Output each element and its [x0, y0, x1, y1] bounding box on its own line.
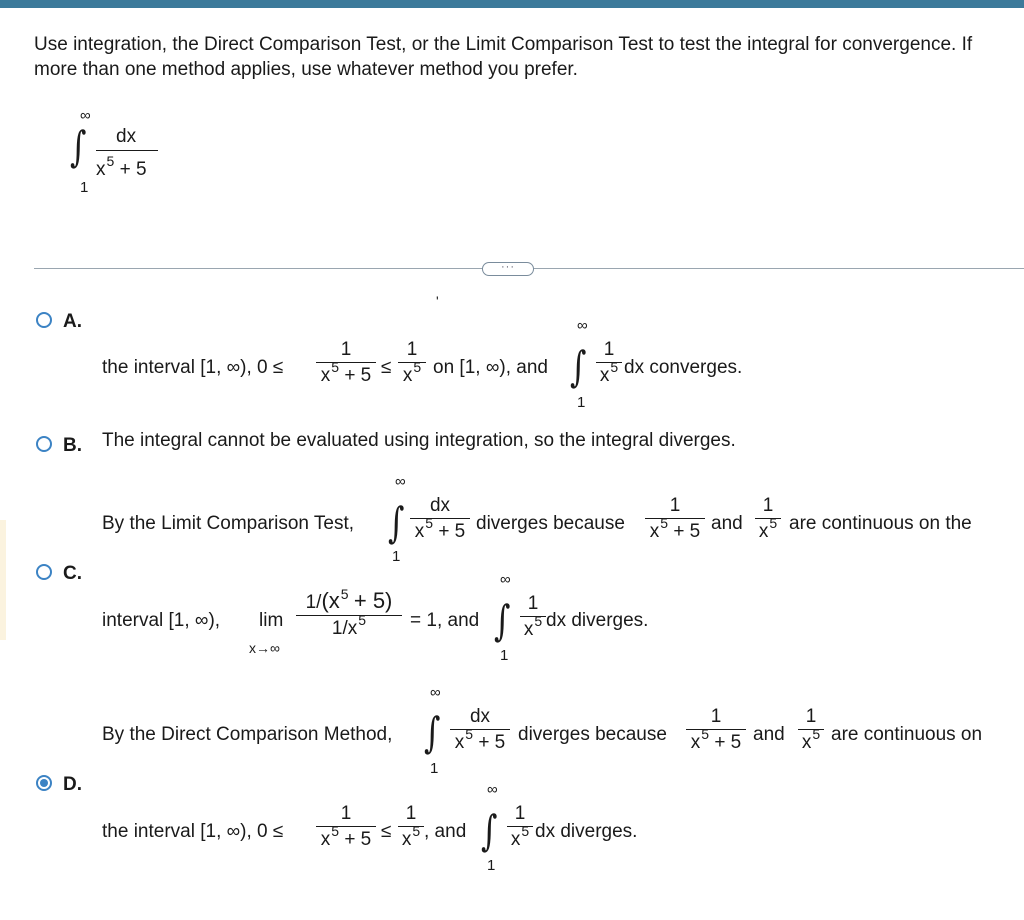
- option-c-limit-frac: $1/(x^5 + 5)$ $1/x^5$: [296, 590, 402, 638]
- option-d-frac5: 1 $x^5$: [507, 804, 533, 849]
- option-a-mid: on [1, ∞), and: [433, 357, 548, 378]
- option-a-frac2: 1 $x^5$: [398, 340, 426, 385]
- option-c-integral-sign: ∫: [388, 498, 405, 547]
- option-d-prefix: By the Direct Comparison Method,: [102, 724, 393, 745]
- integral-numerator: dx: [116, 126, 137, 147]
- option-c-int2-upper: ∞: [500, 571, 511, 588]
- option-a-radio[interactable]: [36, 312, 52, 328]
- option-c-eq: = 1, and: [410, 610, 480, 631]
- option-a-int-upper: ∞: [577, 317, 588, 334]
- option-d-integral-sign: ∫: [424, 708, 441, 757]
- option-d-label: D.: [63, 774, 82, 795]
- option-a-frac1: 1 $x^5 + 5$: [316, 340, 376, 385]
- option-c-lim: lim: [259, 610, 284, 631]
- integral-upper: ∞: [80, 107, 91, 124]
- option-d-comma-and: , and: [424, 821, 467, 842]
- option-d-frac1: 1 $x^5 + 5$: [686, 707, 746, 752]
- option-d-int2-lower: 1: [487, 857, 496, 874]
- option-d-integral-sign-2: ∫: [481, 806, 498, 855]
- option-a-integral-sign: ∫: [570, 342, 587, 391]
- side-marker: [0, 520, 6, 640]
- option-d-int1-lower: 1: [430, 760, 439, 777]
- option-d-and: and: [753, 724, 785, 745]
- option-b-text: The integral cannot be evaluated using integration, so the integral diverges.: [102, 430, 736, 451]
- option-c-frac2: 1 $x^5$: [755, 496, 781, 541]
- option-a-tail: dx converges.: [624, 357, 743, 378]
- option-b-label: B.: [63, 435, 82, 456]
- option-c-line2-prefix: interval [1, ∞),: [102, 610, 221, 631]
- integral-sign: ∫: [70, 122, 87, 171]
- option-c-because: diverges because: [476, 513, 625, 534]
- option-d-le: ≤: [381, 821, 392, 842]
- option-d-int1-frac: dx $x^5 + 5$: [450, 707, 510, 752]
- option-c-integral-sign-2: ∫: [494, 596, 511, 645]
- option-c-int1-lower: 1: [392, 548, 401, 565]
- option-d-line2-prefix: the interval [1, ∞), 0 ≤: [102, 821, 284, 842]
- option-d-tail: dx diverges.: [535, 821, 638, 842]
- option-c-frac3: 1 $x^5$: [520, 594, 546, 639]
- option-c-tail: dx diverges.: [546, 610, 649, 631]
- show-more-button[interactable]: ···: [482, 262, 534, 276]
- top-bar: [0, 0, 1024, 8]
- option-c-continuous: are continuous on the: [789, 513, 972, 534]
- option-d-int1-upper: ∞: [430, 684, 441, 701]
- option-d-frac4: 1 $x^5$: [398, 804, 424, 849]
- option-c-radio[interactable]: [36, 564, 52, 580]
- option-a-label: A.: [63, 311, 82, 332]
- option-c-frac1: 1 $x^5 + 5$: [645, 496, 705, 541]
- fraction-bar: [96, 150, 158, 151]
- option-b-radio[interactable]: [36, 436, 52, 452]
- option-a-le: ≤: [381, 357, 392, 378]
- option-c-lim-sub: x→∞: [249, 640, 280, 656]
- question-text: Use integration, the Direct Comparison Test, or the Limit Comparison Test to test the integral for convergence. If more than one method applies, use whatever method you prefer.: [34, 34, 973, 80]
- integral-lower: 1: [80, 179, 89, 196]
- stray-mark: ': [436, 293, 439, 309]
- option-d-because: diverges because: [518, 724, 667, 745]
- option-d-frac3: 1 $x^5 + 5$: [316, 804, 376, 849]
- option-a-frac3: 1 $x^5$: [596, 340, 622, 385]
- option-d-int2-upper: ∞: [487, 781, 498, 798]
- option-c-prefix: By the Limit Comparison Test,: [102, 513, 355, 534]
- option-d-radio[interactable]: [36, 775, 52, 791]
- option-c-int1-frac: dx $x^5 + 5$: [410, 496, 470, 541]
- option-d-frac2: 1 $x^5$: [798, 707, 824, 752]
- option-c-label: C.: [63, 563, 82, 584]
- option-c-int2-lower: 1: [500, 647, 509, 664]
- option-a-int-lower: 1: [577, 394, 586, 411]
- option-d-continuous: are continuous on: [831, 724, 983, 745]
- option-a-prefix: the interval [1, ∞), 0 ≤: [102, 357, 284, 378]
- option-c-and: and: [711, 513, 743, 534]
- option-c-int1-upper: ∞: [395, 473, 406, 490]
- integral-denominator: $x^5 + 5$: [96, 153, 147, 180]
